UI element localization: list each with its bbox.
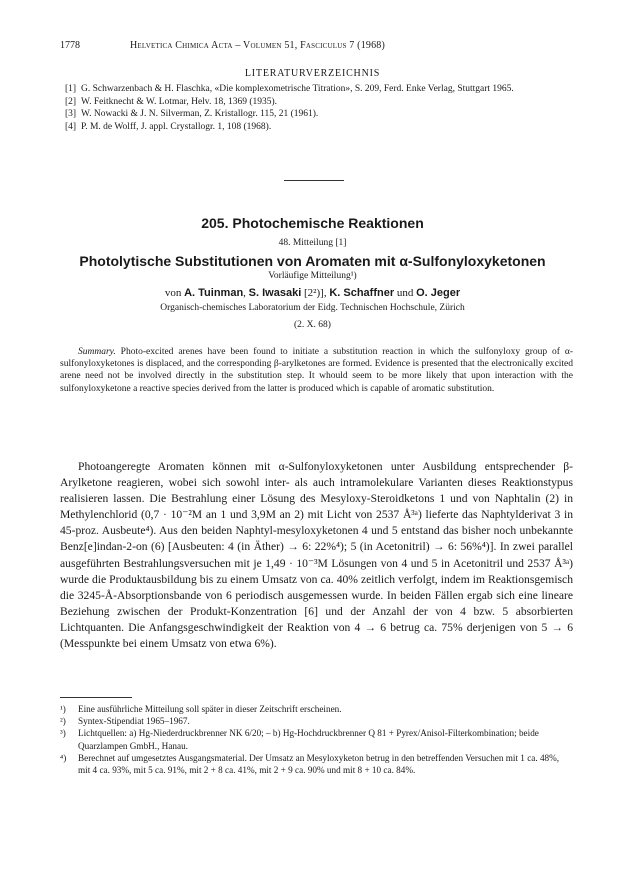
footnote-text: Syntex-Stipendiat 1965–1967. [78, 716, 190, 727]
reference-item [65, 96, 570, 109]
reference-text: W. Feitknecht & W. Lotmar, Helv. 18, 1369 (1935). [81, 96, 278, 107]
footnote-text: Berechnet auf umgesetztes Ausgangsmaterial. Der Umsatz an Mesyloxyketon betrug in den betreffenden Versuchen mit 1 ca. 48%, mit 4 ca. 93%, mit 5 ca. 91%, mit 2 + 8 ca. 41%, mit 2 + 9 ca. 90% und mit 8 + 10 ca. 84%. [78, 752, 560, 776]
affiliation: Organisch-chemisches Laboratorium der Eidg. Technischen Hochschule, Zürich [160, 303, 465, 313]
author-name: S. Iwasaki [248, 287, 302, 299]
author-name: O. Jeger [416, 287, 461, 299]
author-footnote-ref: [2²)] [304, 287, 324, 299]
summary-label: Summary. [78, 347, 116, 357]
footnote-text: Lichtquellen: a) Hg-Niederdruckbrenner NK 6/20; – b) Hg-Hochdruckbrenner Q 81 + Pyrex/Anisol-Filterkombination; beide Quarzlampen GmbH., Hanau. [78, 728, 539, 751]
reference-number: [1] [65, 84, 77, 94]
article-title: 205. Photochemische Reaktionen [201, 215, 424, 231]
reference-number: [3] [65, 109, 77, 119]
author-line: von A. Tuinman, S. Iwasaki [2²)], K. Schaffner und O. Jeger [164, 287, 461, 299]
preliminary-note: Vorläufige Mitteilung¹) [268, 271, 357, 281]
author-name: A. Tuinman [184, 287, 244, 299]
section-divider [284, 180, 344, 181]
reference-text: P. M. de Wolff, J. appl. Crystallogr. 1, 108 (1968). [81, 121, 272, 132]
reference-number: [2] [65, 96, 77, 107]
footnote-mark: ⁴) [60, 752, 67, 763]
journal-title: Helvetica Chimica Acta – Volumen 51, Fasciculus 7 (1968) [130, 40, 386, 51]
reference-item [65, 121, 570, 134]
reference-item [65, 83, 570, 96]
summary-text: Photo-excited arenes have been found to initiate a substitution reaction in which the sulfonyloxy group of α-sulfonyloxyketones is displaced, and the corresponding β-arylketones are formed. Evidence is presented that the electronically excited arene need not be involved directly in the substitution step. It whould seem to be more likely that upon interaction with the sulfonyloxyketone a reactive species derived from the latter is produced which is capable of aromatic substitution. [60, 347, 574, 394]
reference-text: W. Nowacki & J. N. Silverman, Z. Kristallogr. 115, 21 (1961). [81, 109, 319, 119]
summary-paragraph [60, 346, 573, 395]
references-heading: LITERATURVERZEICHNIS [244, 68, 381, 79]
article-subtitle: Photolytische Substitutionen von Aromaten mit α-Sulfonyloxyketonen [79, 253, 546, 269]
footnote-rule [60, 697, 132, 698]
reference-list [65, 83, 570, 133]
footnote [60, 727, 573, 751]
authors-conjunction: und [396, 287, 414, 299]
received-date: (2. X. 68) [294, 320, 331, 330]
footnote-mark: ¹) [60, 704, 66, 714]
footnote [60, 715, 573, 727]
page-number: 1778 [60, 40, 80, 51]
footnote-list [60, 703, 573, 776]
footnote [60, 703, 573, 715]
reference-item [65, 108, 570, 121]
author-name: K. Schaffner [329, 287, 395, 299]
authors-prefix: von [164, 287, 182, 299]
body-paragraph: Photoangeregte Aromaten können mit α-Sulfonyloxyketonen unter Ausbildung entsprechender β-Arylketone reagieren, wobei sich sowohl inter- als auch intramolekulare Varianten dieses Reaktionstypus realisieren lassen. Die Bestrahlung einer Lösung des Mesyloxy-Steroidketons 1 und von Naphtalin (2) in Methylenchlorid (0,7 · 10⁻²M an 1 und 3,9M an 2) mit Licht von 2537 Å³ᵃ) lieferte das Naphtylderivat 3 in 45-proz. Ausbeute⁴). Aus den beiden Naphtyl-mesyloxyketonen 4 und 5 entstand das bisher noch unbekannte Benz[e]indan-2-on (6) [Ausbeuten: 4 (in Äther) → 6: 22%⁴); 5 (in Acetonitril) → 6: 56%⁴)]. In zwei parallel ausgeführten Bestrahlungsversuchen mit je 1,49 · 10⁻³M Lösungen von 4 und 5 in Acetonitril und 2537 Å³ᵃ) wurde die Produktausbildung bis zu einem Umsatz von ca. 40% zeitlich verfolgt, indem im Reaktionsgemisch die 3245-Å-Absorptionsbande von 6 periodisch ausgemessen wurde. In beiden Fällen ergab sich eine lineare Beziehung zwischen der Produkt-Konzentration [6] und der Anzahl der von 4 bzw. 5 absorbierten Lichtquanten. Die Anfangsgeschwindigkeit der Reaktion von 4 → 6 betrug ca. 75% derjenigen von 5 → 6 (Messpunkte bei einem Umsatz von etwa 6%). [60, 460, 573, 651]
communication-number: 48. Mitteilung [1] [278, 238, 347, 248]
footnote-mark: ²) [60, 716, 66, 727]
footnote-text: Eine ausführliche Mitteilung soll später in dieser Zeitschrift erscheinen. [78, 704, 342, 714]
footnote [60, 752, 573, 776]
reference-number: [4] [65, 121, 77, 132]
reference-text: G. Schwarzenbach & H. Flaschka, «Die komplexometrische Titration», S. 209, Ferd. Enke Verlag, Stuttgart 1965. [81, 84, 514, 94]
footnote-mark: ³) [60, 728, 66, 739]
